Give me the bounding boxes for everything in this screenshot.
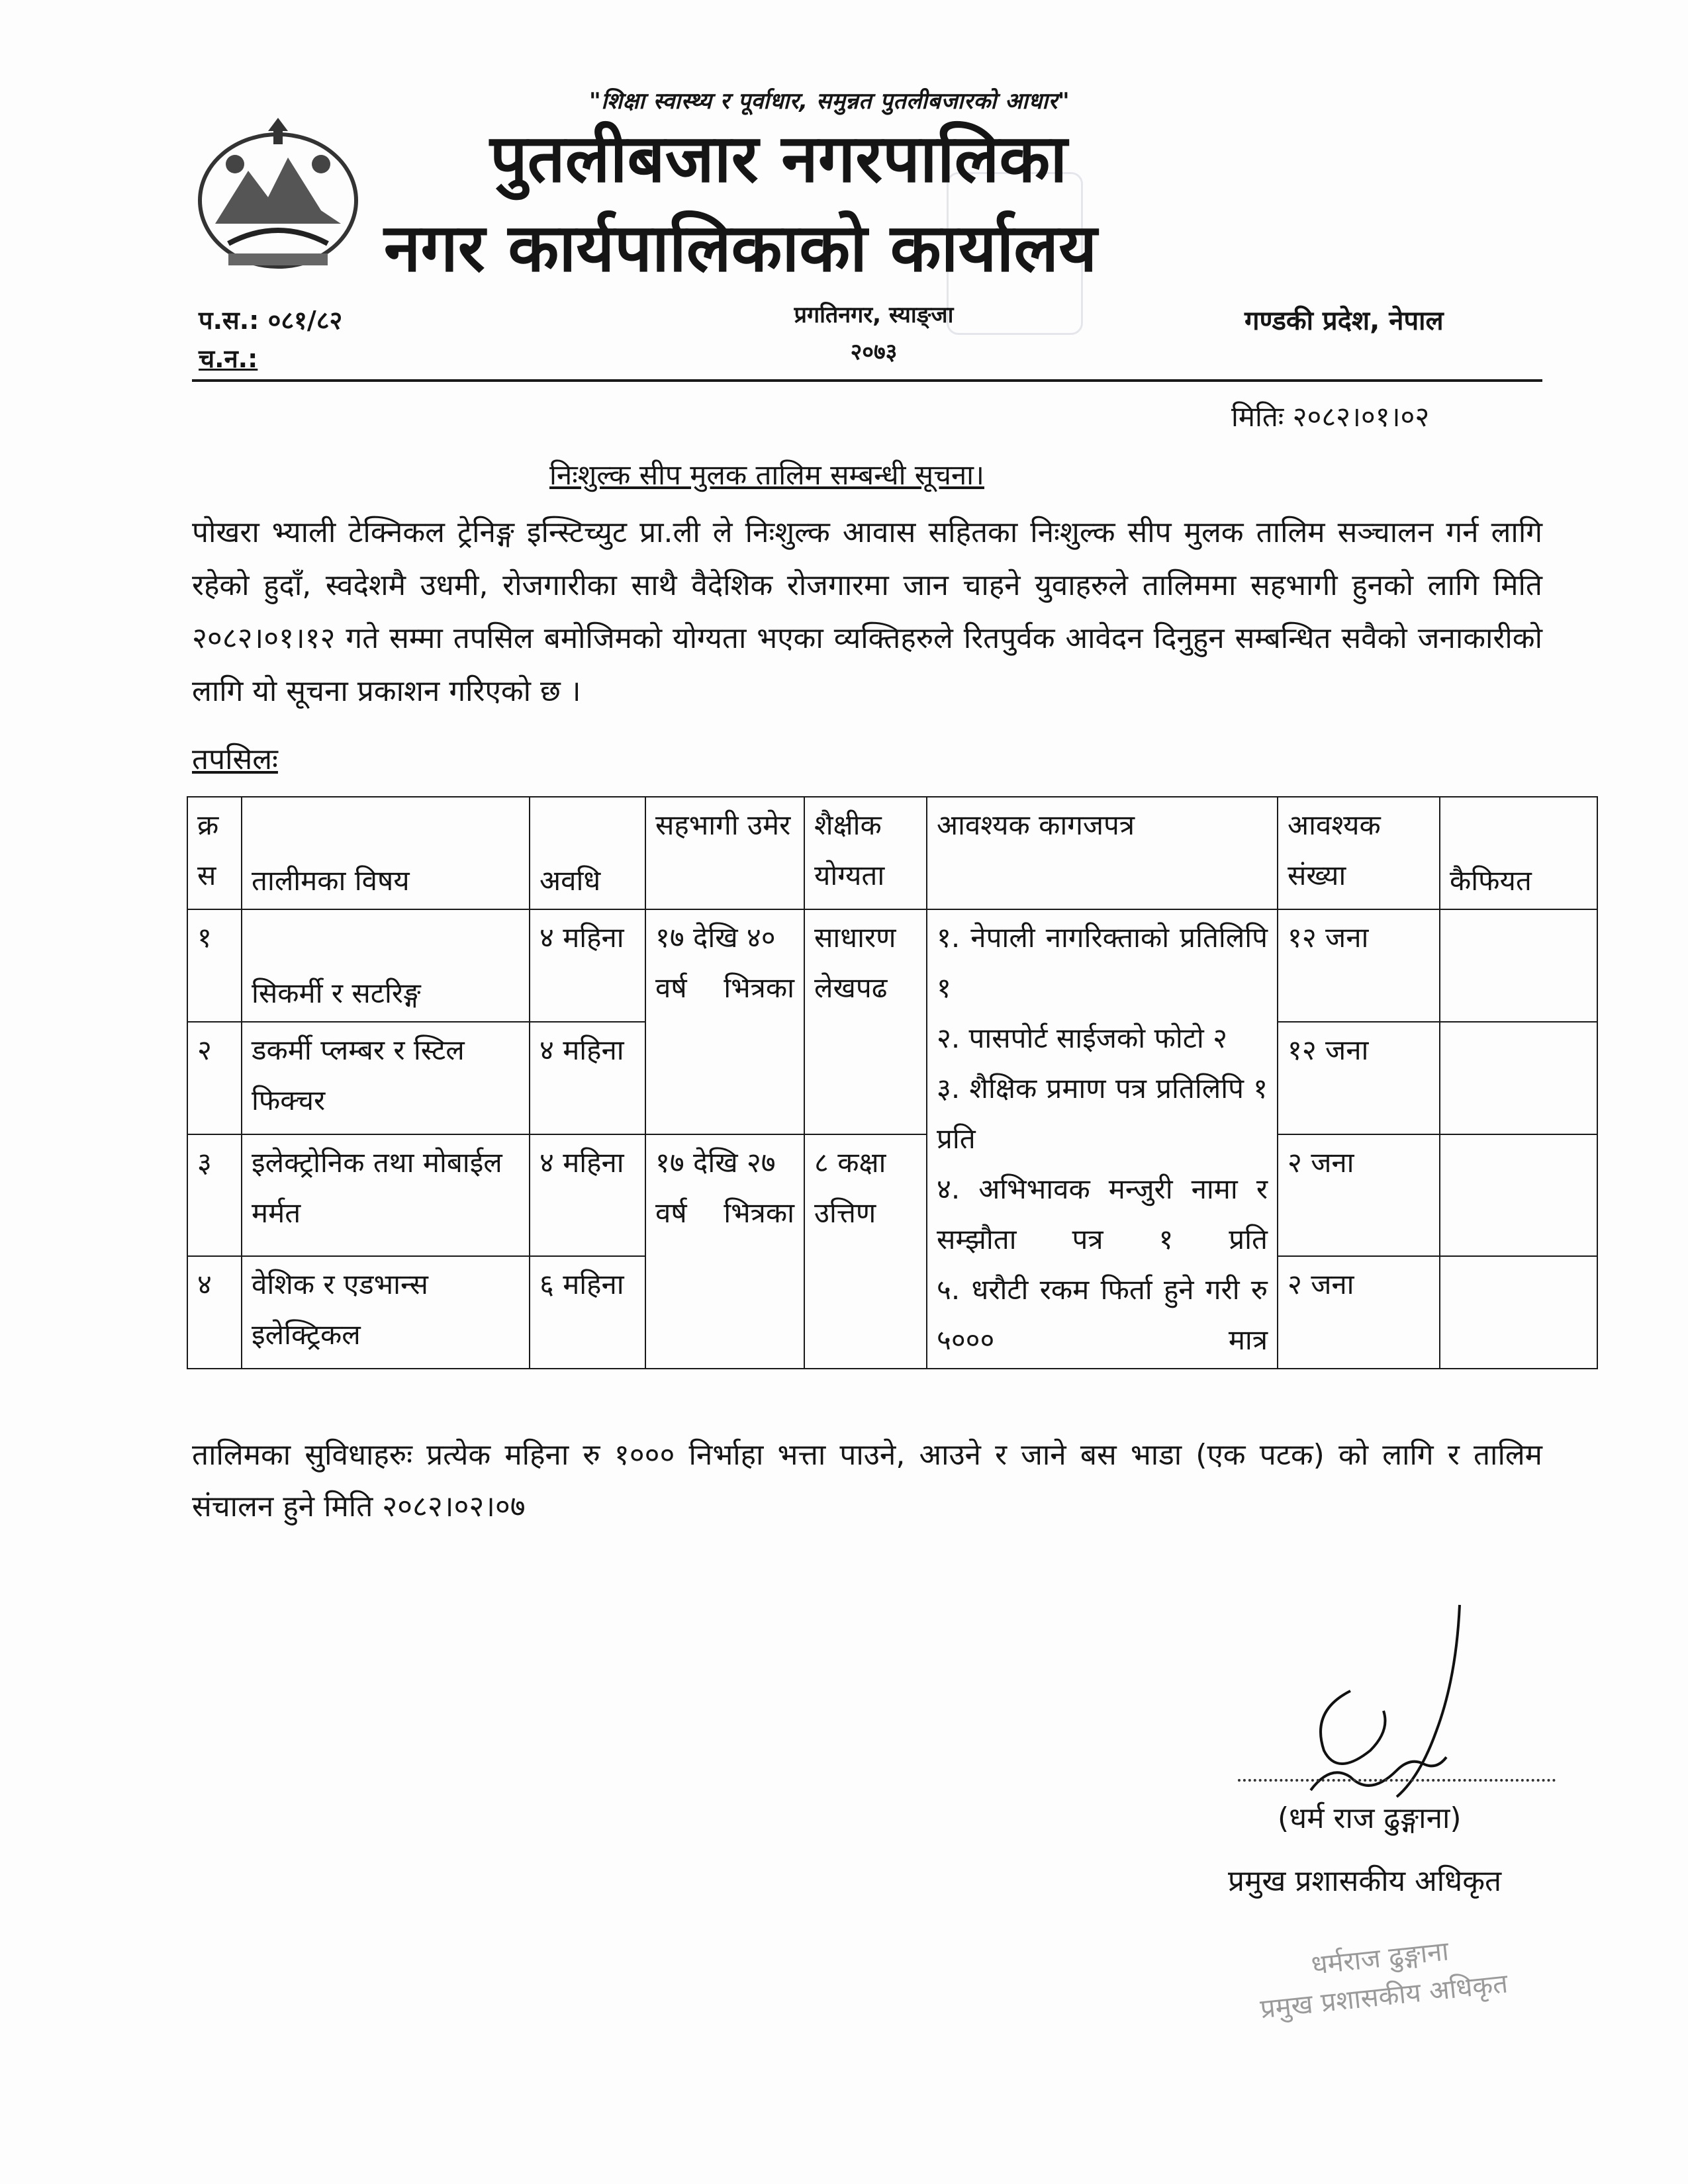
row-education: साधारण लेखपढ <box>804 909 927 1134</box>
signatory-designation: प्रमुख प्रशासकीय अधिकृत <box>1228 1864 1502 1898</box>
col-header-count: आवश्यक संख्या <box>1278 797 1440 909</box>
training-table <box>187 796 1598 1369</box>
document-item: ५. धरौटी रकम फिर्ता हुने गरी रु ५००० मात्र <box>937 1273 1268 1356</box>
reference-block <box>199 301 342 378</box>
patra-sankhya: प.स.: ०८१/८२ <box>199 306 343 335</box>
chalani-number: च.न.: <box>199 344 258 373</box>
row-count: २ जना <box>1278 1256 1440 1369</box>
row-subject: डकर्मी प्लम्बर र स्टिल फिक्चर <box>242 1022 530 1134</box>
row-education: ८ कक्षा उत्तिण <box>804 1134 927 1369</box>
row-duration: ६ महिना <box>530 1256 645 1369</box>
col-header-remarks: कैफियत <box>1440 797 1597 909</box>
row-duration: ४ महिना <box>530 1022 645 1134</box>
notice-date: मितिः २०८२।०१।०२ <box>1231 400 1430 433</box>
row-age: १७ देखि ४० वर्ष भित्रका <box>645 909 804 1134</box>
row-remarks <box>1440 909 1597 1022</box>
row-duration: ४ महिना <box>530 909 645 1022</box>
header-divider <box>192 379 1542 382</box>
address-line: प्रगतिनगर, स्याङ्जा <box>794 302 954 328</box>
official-stamp <box>1254 1927 1510 2029</box>
row-remarks <box>1440 1022 1597 1134</box>
col-header-education: शैक्षीक योग्यता <box>804 797 927 909</box>
row-sn: ४ <box>187 1256 242 1369</box>
municipality-name: पुतलीबजार नगरपालिका <box>490 120 1068 197</box>
row-count: १२ जना <box>1278 909 1440 1022</box>
office-name: नगर कार्यपालिकाको कार्यालय <box>384 209 1098 287</box>
row-age: १७ देखि २७ वर्ष भित्रका <box>645 1134 804 1369</box>
stamp-designation: प्रमुख प्रशासकीय अधिकृत <box>1258 1968 1509 2025</box>
signatory-name: (धर्म राज ढुङ्गाना) <box>1278 1801 1462 1835</box>
col-header-sn: क्र स <box>187 797 242 909</box>
row-count: २ जना <box>1278 1134 1440 1256</box>
col-header-age: सहभागी उमेर <box>645 797 804 909</box>
row-subject: सिकर्मी र सटरिङ्ग <box>242 909 530 1022</box>
document-item: ३. शैक्षिक प्रमाण पत्र प्रतिलिपि १ प्रति <box>937 1072 1268 1155</box>
established-year: २०७३ <box>850 339 898 365</box>
document-item: ४. अभिभावक मन्जुरी नामा र सम्झौता पत्र १ प्रति <box>937 1173 1268 1255</box>
row-duration: ४ महिना <box>530 1134 645 1256</box>
col-header-duration: अवधि <box>530 797 645 909</box>
table-row <box>187 1134 1597 1256</box>
nepal-emblem-icon <box>189 118 367 277</box>
province: गण्डकी प्रदेश, नेपाल <box>1244 306 1444 336</box>
table-header-row <box>187 797 1597 909</box>
row-sn: २ <box>187 1022 242 1134</box>
row-remarks <box>1440 1256 1597 1369</box>
row-sn: १ <box>187 909 242 1022</box>
required-documents <box>927 909 1278 1369</box>
notice-subject: निःशुल्क सीप मुलक तालिम सम्बन्धी सूचना। <box>549 459 984 491</box>
notice-body: पोखरा भ्याली टेक्निकल ट्रेनिङ्ग इन्स्टिच्युट प्रा.ली ले निःशुल्क आवास सहितका निःशुल्क सीप मुलक तालिम सञ्चालन गर्न लागि रहेको हुदाँ, स्वदेशमै उधमी, रोजगारीका साथै वैदेशिक रोजगारमा जान चाहने युवाहरुले तालिममा सहभागी हुनको लागि मिति २०८२।०१।१२ गते सम्मा तपसिल बमोजिमको योग्यता भएका व्यक्तिहरुले रितपुर्वक आवेदन दिनुहुन सम्बन्धित सवैको जनाकारीको लागि यो सूचना प्रकाशन गरिएको छ । <box>192 516 1542 708</box>
signature-line <box>1238 1779 1556 1782</box>
col-header-subject: तालीमका विषय <box>242 797 530 909</box>
row-remarks <box>1440 1134 1597 1256</box>
row-sn: ३ <box>187 1134 242 1256</box>
row-count: १२ जना <box>1278 1022 1440 1134</box>
document-item: १. नेपाली नागरिक्ताको प्रतिलिपि १ <box>937 921 1268 1004</box>
stamp-name: धर्मराज ढुङ्गाना <box>1309 1936 1450 1981</box>
office-address <box>761 296 986 371</box>
training-benefits: तालिमका सुविधाहरुः प्रत्येक महिना रु १००० निर्भाहा भत्ता पाउने, आउने र जाने बस भाडा (एक पटक) को लागि र तालिम संचालन हुने मिति २०८२।०२।०७ <box>192 1438 1542 1524</box>
details-label: तपसिलः <box>192 743 278 776</box>
table-row <box>187 909 1597 1022</box>
row-subject: वेशिक र एडभान्स इलेक्ट्रिकल <box>242 1256 530 1369</box>
col-header-documents: आवश्यक कागजपत्र <box>927 797 1278 909</box>
motto: "शिक्षा स्वास्थ्य र पूर्वाधार, समुन्नत पुतलीबजारको आधार" <box>589 88 1070 114</box>
row-subject: इलेक्ट्रोनिक तथा मोबाईल मर्मत <box>242 1134 530 1256</box>
document-item: २. पासपोर्ट साईजको फोटो २ <box>937 1022 1227 1054</box>
signature-icon <box>1271 1598 1483 1817</box>
